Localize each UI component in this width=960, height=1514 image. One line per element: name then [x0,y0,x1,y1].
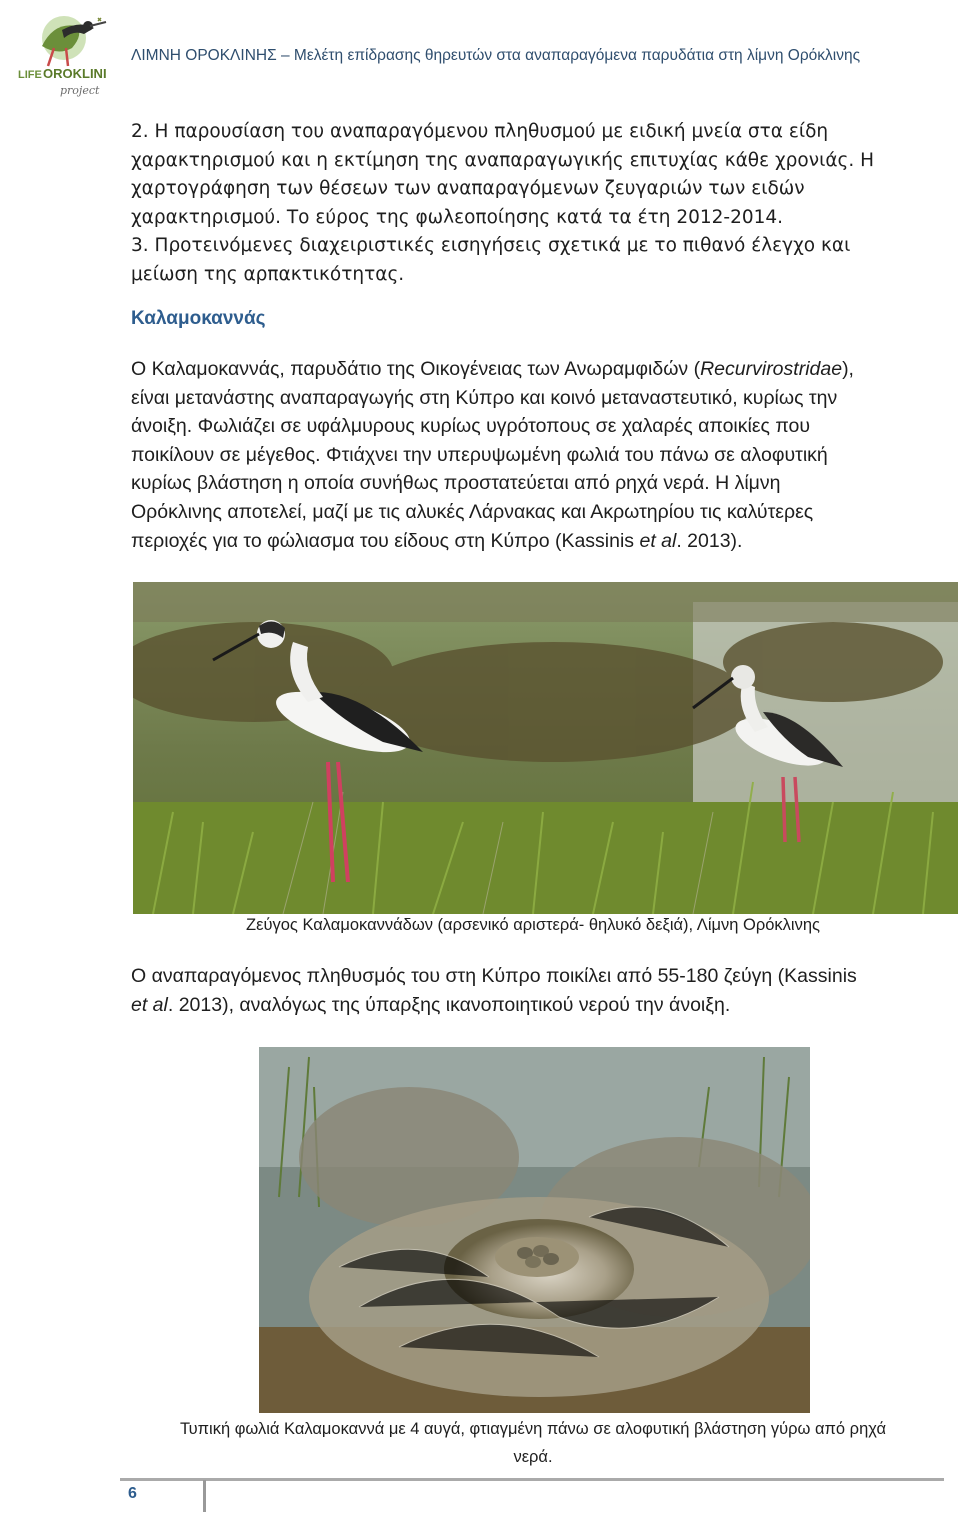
running-header: ΛΙΜΝΗ ΟΡΟΚΛΙΝΗΣ – Μελέτη επίδρασης θηρευτών στα αναπαραγόμενα παρυδάτια στη λίμνη Ορόκλινης [131,47,861,64]
footer-divider [203,1480,206,1512]
photo1-caption: Ζεύγος Καλαμοκαννάδων (αρσενικό αριστερά- θηλυκό δεξιά), Λίμνη Ορόκλινης [246,916,820,934]
section-heading: Καλαμοκαννάς [131,308,266,329]
list-line: χαρακτηρισμού. Το εύρος της φωλεοποίησης κατά τα έτη 2012-2014. [131,206,784,228]
svg-text:OROKLINI: OROKLINI [43,66,107,81]
stilts-pair-photo [133,582,958,914]
list-line: χαρακτηρισμού και η εκτίμηση της αναπαραγωγικής επιτυχίας κάθε χρονιάς. Η [131,149,875,171]
list-line: χαρτογράφηση των θέσεων των αναπαραγόμενων ζευγαριών των ειδών [131,178,805,199]
list-line: 3. Προτεινόμενες διαχειριστικές εισηγήσεις σχετικά με το πιθανό έλεγχο και [131,235,851,256]
species-description: Ο Καλαμοκαννάς, παρυδάτιο της Οικογένειας των Ανωραμφιδών (Recurvirostridae), είναι μετανάστης αναπαραγωγής στη Κύπρο και κοινό μεταναστευτικό, κυρίως την άνοιξη. Φωλιάζει σε υφάλμυρους κυρίως υγρότοπους σε χαλαρές αποικίες που ποικίλουν σε μέγεθος. Φτιάχνει την υπερυψωμένη φωλιά του πάνω σε αλοφυτική κυρίως βλάστηση η οποία συνήθως προστατεύεται από ρηχά νερά. Η λίμνη Ορόκλινης αποτελεί, μαζί με τις αλυκές Λάρνακας και Ακρωτηρίου τις καλύτερες περιοχές για το φώλιασμα του είδους στη Κύπρο (Kassinis et al. 2013). [131,358,854,552]
list-item-3 [131,232,911,289]
footer-rule [120,1478,944,1481]
svg-text:LIFE: LIFE [18,69,42,81]
list-line: 2. Η παρουσίαση του αναπαραγόμενου πληθυσμού με ειδική μνεία στα είδη [131,121,829,142]
page-number: 6 [128,1485,137,1502]
svg-text:project: project [60,84,100,97]
population-paragraph: Ο αναπαραγόμενος πληθυσμός του στη Κύπρο ποικίλει από 55-180 ζεύγη (Kassinis et al. 2013), αναλόγως της ύπαρξης ικανοποιητικού νερού την άνοιξη. [131,965,857,1016]
project-logo [14,8,124,100]
list-line: μείωση της αρπακτικότητας. [131,263,405,285]
nest-photo [259,1047,810,1413]
photo2-caption-line1: Τυπική φωλιά Καλαμοκαννά με 4 αυγά, φτιαγμένη πάνω σε αλοφυτική βλάστηση γύρω από ρηχά [179,1420,886,1438]
list-item-2 [131,118,911,232]
photo2-caption [133,1415,933,1471]
photo2-caption-line2: νερά. [513,1448,553,1466]
